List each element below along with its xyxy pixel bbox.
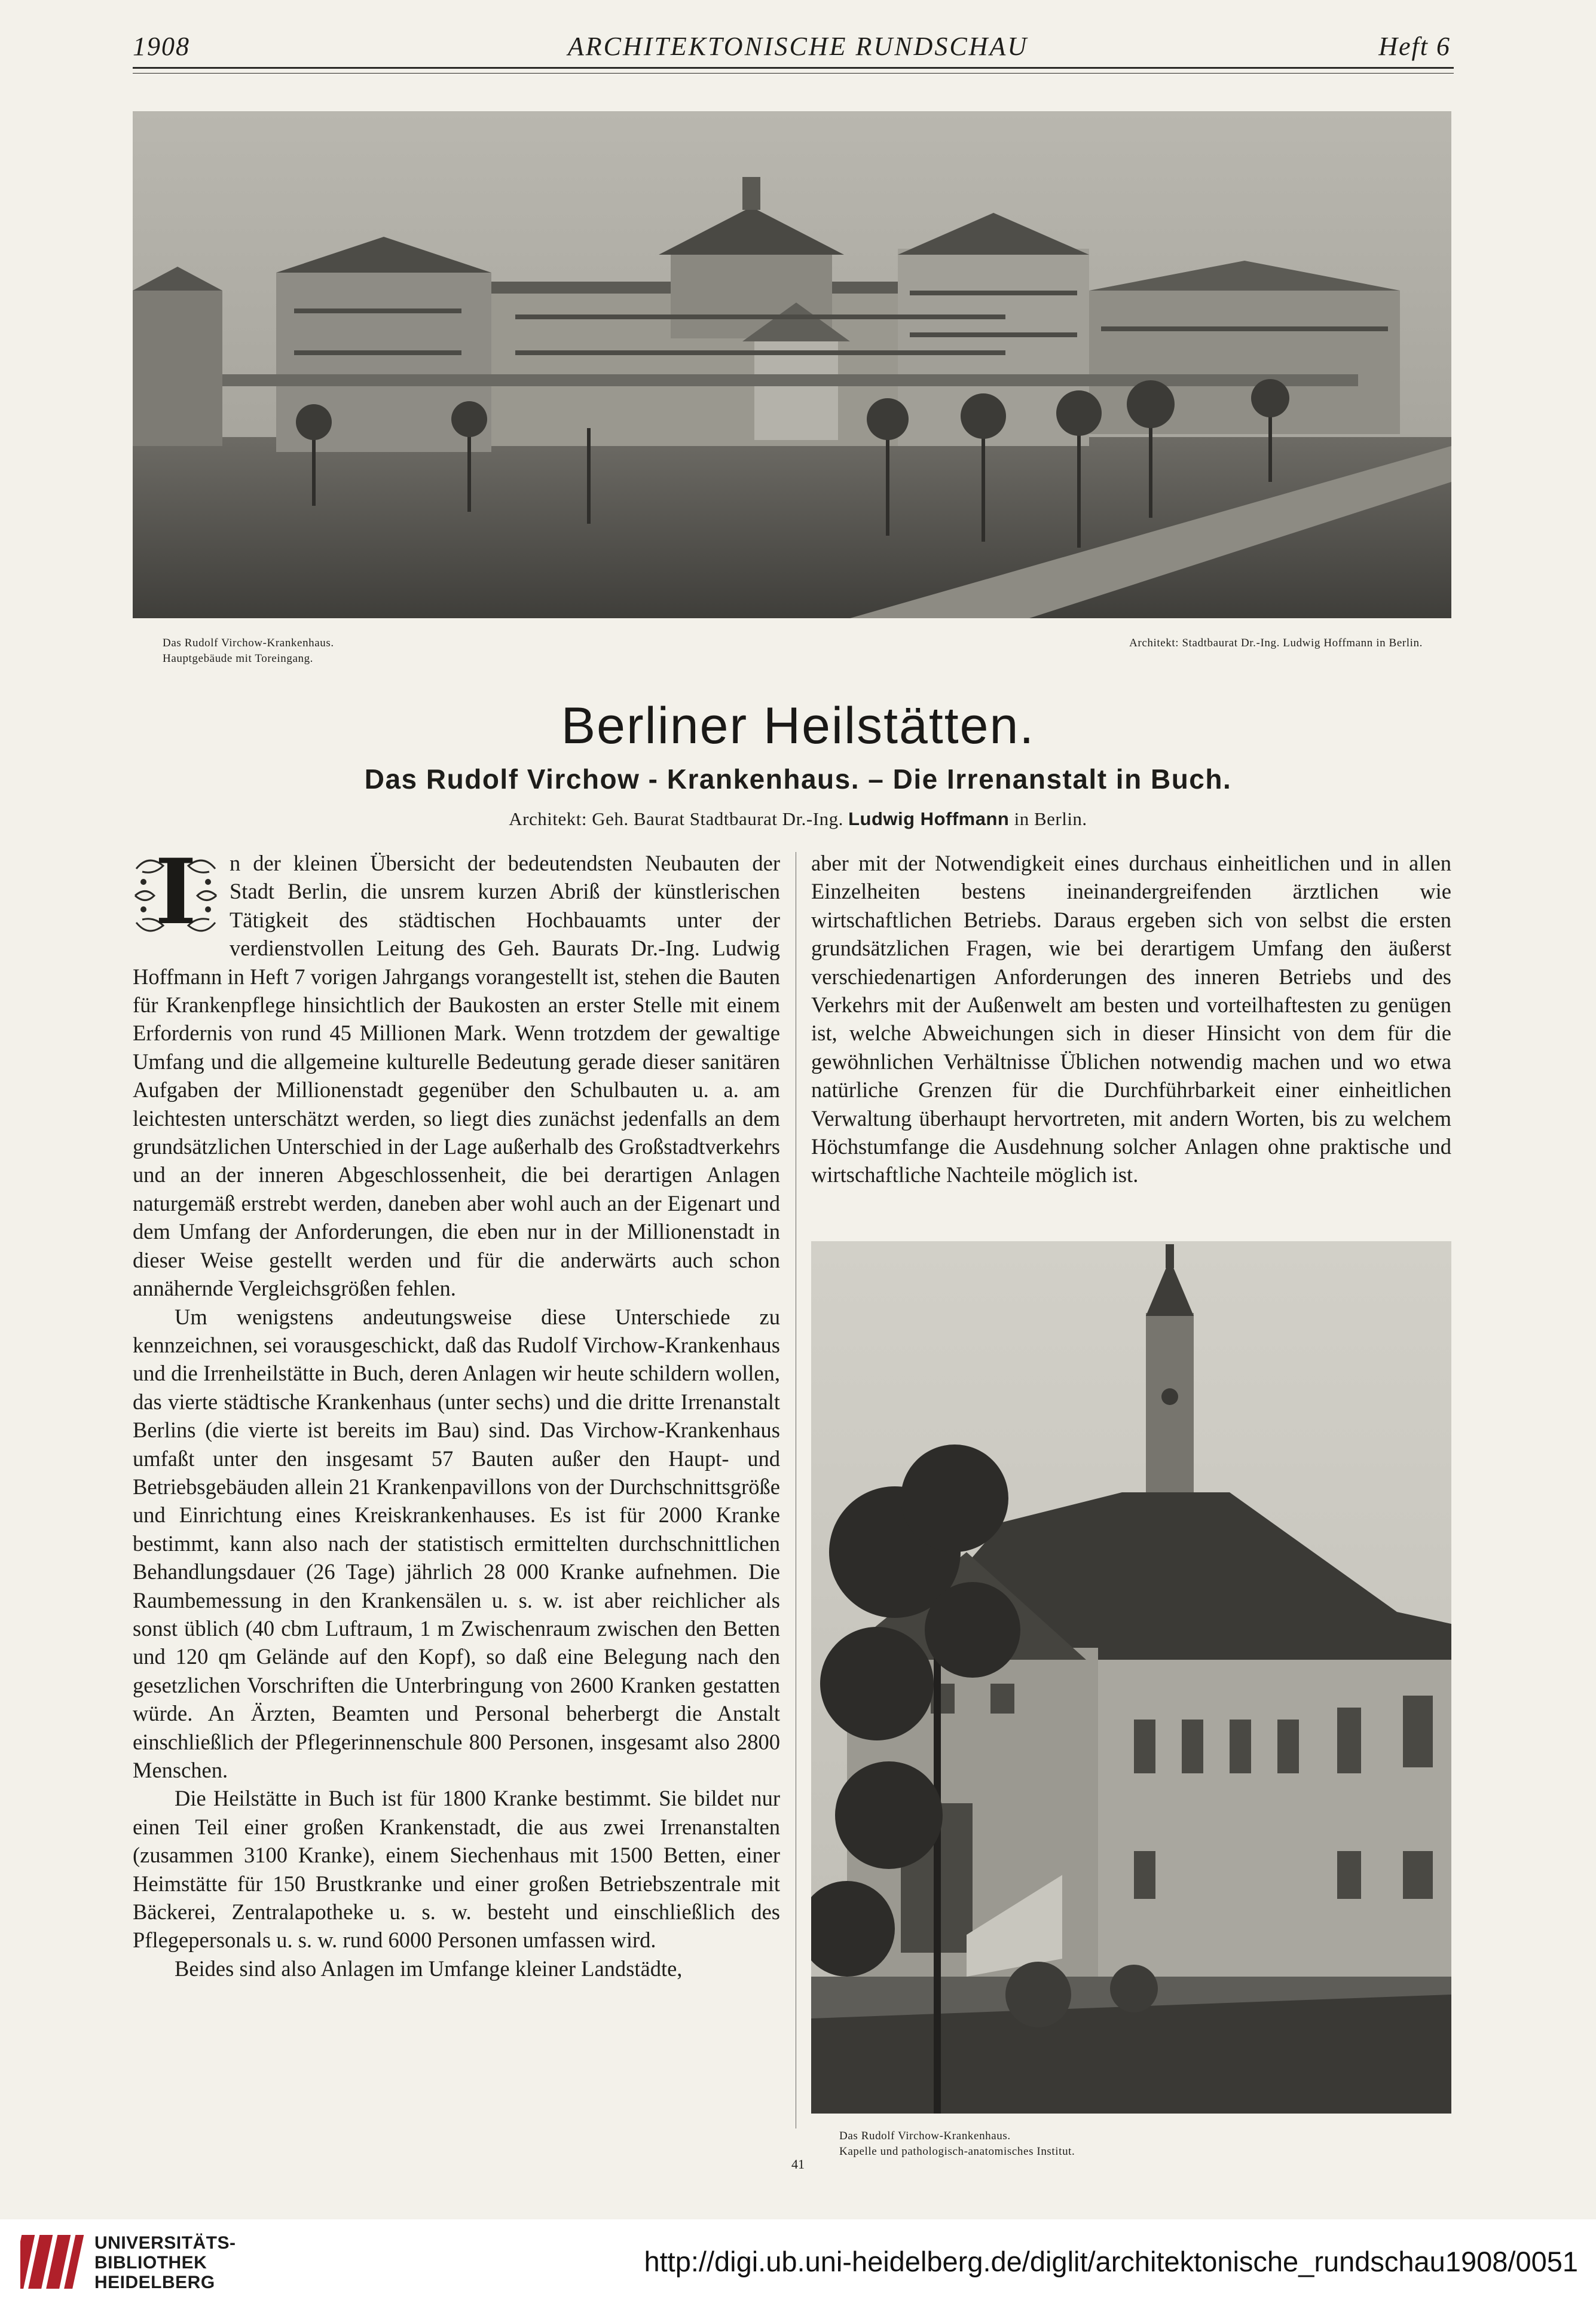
initial-letter: I — [154, 839, 197, 945]
page-number: 41 — [791, 2157, 805, 2172]
paragraph-4: Beides sind also Anlagen im Umfange kleiner Landstädte, — [175, 1956, 683, 1981]
paragraph-5: aber mit der Notwendigkeit eines durchaus einheitlichen und in allen Einzelheiten bestens ineinandergreifenden ärztlichen wie wirtschaftlichen Betriebs. Daraus ergeben sich von selbst die ersten grundsätzlichen Fragen, wie bei derartigem Umfang den äußerst verschiedenartigen Anforderungen des inneren Betriebs und des Verkehrs mit der Außenwelt am besten und vorteilhaftesten zu genügen ist, welche Abweichungen sich in dieser Hinsicht von dem für die gewöhnlichen Verhältnisse Üblichen notwendig machen und wo etwa natürliche Grenzen für die Durchführbarkeit einer einheitlichen Verwaltung überhaupt hervortreten, mit andern Worten, bis zu welchem Höchstumfange die Ausdehnung solcher Anlagen ohne praktische und wirtschaftliche Nachteile möglich ist. — [811, 851, 1451, 1187]
architect-prefix: Architekt: Geh. Baurat Stadtbaurat Dr.-Ing. — [509, 808, 843, 829]
source-url-link[interactable]: http://digi.ub.uni-heidelberg.de/diglit/architektonische_rundschau1908/0051 — [644, 2246, 1578, 2277]
running-head-journal: ARCHITEKTONISCHE RUNDSCHAU — [567, 32, 1029, 61]
running-head-year: 1908 — [133, 32, 190, 61]
figure2-caption-line2: Kapelle und pathologisch-anatomisches Institut. — [839, 2145, 1075, 2158]
architect-name: Ludwig Hoffmann — [848, 808, 1010, 829]
figure1-caption-line2: Hauptgebäude mit Toreingang. — [163, 652, 314, 665]
architect-suffix: in Berlin. — [1014, 808, 1087, 829]
figure2-caption — [839, 2128, 1377, 2160]
library-name-line3: HEIDELBERG — [94, 2273, 215, 2292]
photo-hospital-main-building — [133, 111, 1451, 618]
library-name — [94, 2233, 236, 2292]
header-rule-thin — [133, 73, 1454, 74]
paragraph-3: Die Heilstätte in Buch ist für 1800 Kranke bestimmt. Sie bildet nur einen Teil einer großen Krankenstadt, die aus zwei Irrenanstalten (zusammen 3100 Kranke), einem Siechenhaus mit 1500 Betten, einer Heimstätte für 150 Brustkranke und einer großen Betriebszentrale mit Bäckerei, Zentralapotheke u. s. w. besteht und einschließlich des Pflegepersonals u. s. w. rund 6000 Personen umfassen wird. — [133, 1786, 780, 1953]
decorative-initial — [130, 839, 221, 945]
library-name-line1: UNIVERSITÄTS- — [94, 2233, 236, 2253]
text-column-right — [811, 849, 1451, 1189]
paragraph-1-text: n der kleinen Übersicht der bedeutendsten Neubauten der Stadt Berlin, die unsrem kurzen Abriß der künstlerischen Tätigkeit des städtischen Hochbauamts unter der verdienstvollen Leitung des Geh. Baurats Dr.-Ing. Ludwig Hoffmann in Heft 7 vorigen Jahrgangs vorangestellt ist, stehen die Bauten für Krankenpflege hinsichtlich der Baukosten an erster Stelle mit einem Erfordernis von rund 45 Millionen Mark. Wenn trotzdem der gewaltige Umfang und die allgemeine kulturelle Bedeutung gerade dieser sanitären Aufgaben der Millionenstadt gegenüber den Schulbauten u. a. am leichtesten unterschätzt werden, so liegt dies zunächst jedenfalls an dem grundsätzlichen Unterschied in der Lage außerhalb des Großstadtverkehrs und an der inneren Abgeschlossenheit, die bei derartigen Anlagen naturgemäß erstrebt werden, daneben aber wohl auch an der Eigenart und dem Umfang der Anforderungen, die eben nur in der Millionenstadt in dieser Weise gestellt werden und für die anderwärts auch schon annähernde Vergleichsgrößen fehlen. — [133, 851, 780, 1301]
photo-chapel-institute — [811, 1241, 1451, 2114]
figure2-caption-line1: Das Rudolf Virchow-Krankenhaus. — [839, 2130, 1011, 2142]
article-architect-line — [0, 808, 1596, 830]
article-title: Berliner Heilstätten. — [561, 697, 1035, 755]
paragraph-2: Um wenigstens andeutungsweise diese Unterschiede zu kennzeichnen, sei vorausgeschickt, daß das Rudolf Virchow-Krankenhaus und die Irrenheilstätte in Buch, deren Anlagen wir heute schildern wollen, das vierte städtische Krankenhaus (unter sechs) und die dritte Irrenanstalt Berlins (die vierte ist bereits im Bau) sind. Das Virchow-Krankenhaus umfaßt unter den insgesamt 57 Bauten außer den Haupt- und Betriebsgebäuden allein 21 Krankenpavillons von der Durchschnittsgröße und Einrichtung eines Kreiskrankenhauses. Es ist für 2000 Kranke bestimmt, kann also nach der statistisch ermittelten durchschnittlichen Behandlungsdauer (26 Tage) jährlich 28 000 Kranke aufnehmen. Die Raumbemessung in den Krankensälen u. s. w. ist aber reichlicher als sonst üblich (40 cbm Luftraum, 1 m Zwischenraum zwischen den Betten und 120 qm Gelände auf den Kopf), so daß eine Belegung nach den gesetzlichen Vorschriften die Unterbringung von 2600 Kranken gestatten würde. An Ärzten, Beamten und Personal beherbergt die Anstalt einschließlich der Pflegerinnenschule 800 Personen, insgesamt also 2800 Menschen. — [133, 1304, 780, 1782]
figure1-caption-line1: Das Rudolf Virchow-Krankenhaus. — [163, 637, 334, 649]
figure1-caption-architect: Architekt: Stadtbaurat Dr.-Ing. Ludwig Hoffmann in Berlin. — [1129, 637, 1423, 649]
figure1-caption-left — [163, 636, 581, 667]
library-name-line2: BIBLIOTHEK — [94, 2253, 207, 2273]
text-column-left — [133, 839, 780, 1983]
paragraph-1 — [133, 839, 780, 1303]
running-head-issue: Heft 6 — [1378, 32, 1451, 61]
header-rule-thick — [133, 67, 1454, 69]
university-seal-icon — [20, 2230, 86, 2293]
article-subtitle: Das Rudolf Virchow - Krankenhaus. – Die Irrenanstalt in Buch. — [364, 764, 1232, 795]
